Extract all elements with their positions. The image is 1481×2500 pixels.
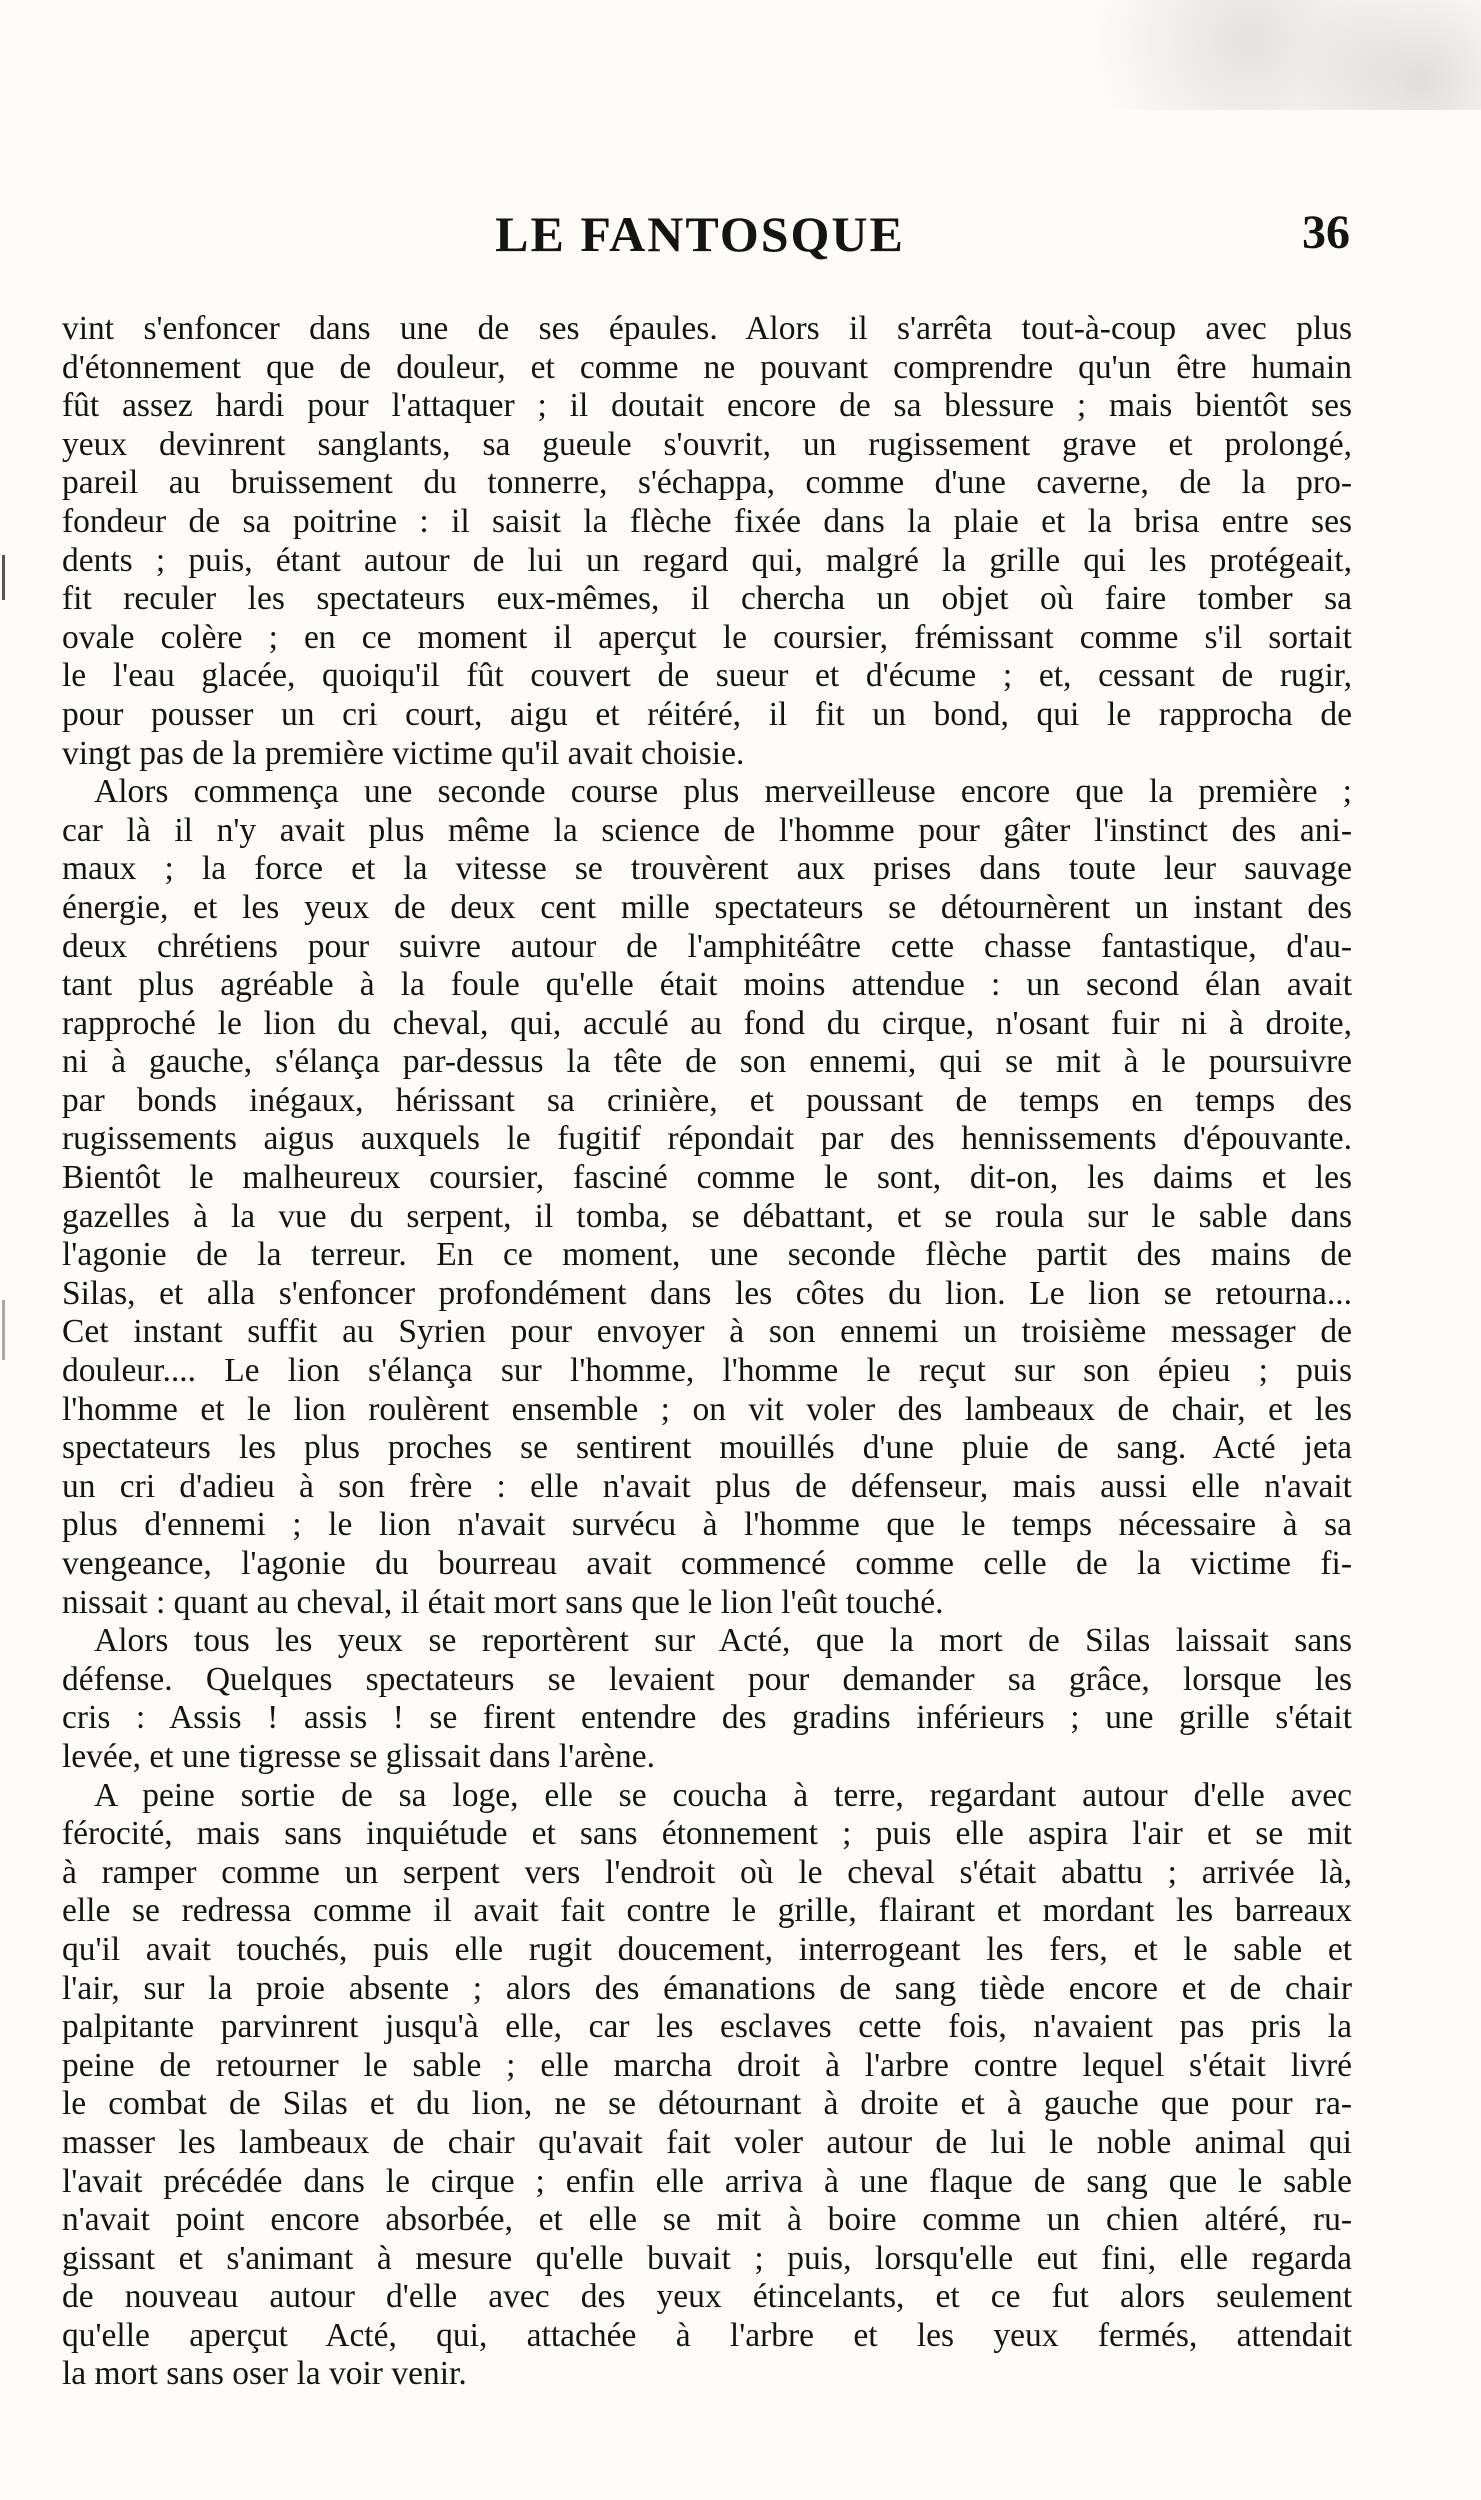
text-line: vint s'enfoncer dans une de ses épaules. Alors il s'arrêta tout-à-coup avec plus: [62, 310, 1352, 347]
text-line: ovale colère ; en ce moment il aperçut le coursier, frémissant comme s'il sortait: [62, 618, 1352, 656]
text-line: peine de retourner le sable ; elle marcha droit à l'arbre contre lequel s'était livré: [62, 2046, 1352, 2084]
text-line: gazelles à la vue du serpent, il tomba, se débattant, et se roula sur le sable dans: [62, 1197, 1352, 1235]
text-line: palpitante parvinrent jusqu'à elle, car les esclaves cette fois, n'avaient pas pris la: [62, 2008, 1352, 2046]
left-margin-mark-lower: [2, 1300, 5, 1360]
text-line: qu'il avait touchés, puis elle rugit doucement, interrogeant les fers, et le sable et: [62, 1930, 1352, 1968]
body-text: [62, 310, 1352, 2394]
text-line: deux chrétiens pour suivre autour de l'amphitéâtre cette chasse fantastique, d'au-: [62, 927, 1352, 965]
text-line: plus d'ennemi ; le lion n'avait survécu à l'homme que le temps nécessaire à sa: [62, 1506, 1352, 1544]
text-line: pareil au bruissement du tonnerre, s'échappa, comme d'une caverne, de la pro-: [62, 464, 1352, 502]
text-line: fit reculer les spectateurs eux-mêmes, il chercha un objet où faire tomber sa: [62, 580, 1352, 618]
text-line: qu'elle aperçut Acté, qui, attachée à l'arbre et les yeux fermés, attendait: [62, 2316, 1352, 2354]
text-line: fondeur de sa poitrine : il saisit la flèche fixée dans la plaie et la brisa entre ses: [62, 502, 1352, 540]
text-line: gissant et s'animant à mesure qu'elle buvait ; puis, lorsqu'elle eut fini, elle regarda: [62, 2239, 1352, 2277]
text-line: l'agonie de la terreur. En ce moment, une seconde flèche partit des mains de: [62, 1236, 1352, 1274]
text-line: n'avait point encore absorbée, et elle se mit à boire comme un chien altéré, ru-: [62, 2201, 1352, 2239]
text-line: car là il n'y avait plus même la science de l'homme pour gâter l'instinct des ani-: [62, 811, 1352, 849]
text-line: levée, et une tigresse se glissait dans l'arène.: [62, 1737, 656, 1775]
text-line: de nouveau autour d'elle avec des yeux étincelants, et ce fut alors seulement: [62, 2278, 1352, 2316]
paragraph-start-line: Alors tous les yeux se reportèrent sur Acté, que la mort de Silas laissait sans: [94, 1622, 1352, 1660]
text-line: maux ; la force et la vitesse se trouvèrent aux prises dans toute leur sauvage: [62, 850, 1352, 888]
text-line: le l'eau glacée, quoiqu'il fût couvert de sueur et d'écume ; et, cessant de rugir,: [62, 657, 1352, 695]
text-line: Silas, et alla s'enfoncer profondément dans les côtes du lion. Le lion se retourna...: [62, 1274, 1352, 1312]
page-header: [0, 205, 1481, 275]
text-line: par bonds inégaux, hérissant sa crinière, et poussant de temps en temps des: [62, 1081, 1352, 1119]
text-line: tant plus agréable à la foule qu'elle était moins attendue : un second élan avait: [62, 966, 1352, 1004]
text-line: l'homme et le lion roulèrent ensemble ; on vit voler des lambeaux de chair, et les: [62, 1390, 1352, 1428]
text-line: le combat de Silas et du lion, ne se détournant à droite et à gauche que pour ra-: [62, 2085, 1352, 2123]
text-line: un cri d'adieu à son frère : elle n'avait plus de défenseur, mais aussi elle n'avait: [62, 1467, 1352, 1505]
text-line: l'air, sur la proie absente ; alors des émanations de sang tiède encore et de chair: [62, 1969, 1352, 2007]
scan-noise-top: [0, 0, 1481, 110]
paragraph-start-line: Alors commença une seconde course plus merveilleuse encore que la première ;: [94, 773, 1352, 811]
text-line: yeux devinrent sanglants, sa gueule s'ouvrit, un rugissement grave et prolongé,: [62, 425, 1352, 463]
text-line: spectateurs les plus proches se sentirent mouillés d'une pluie de sang. Acté jeta: [62, 1429, 1352, 1467]
text-line: rapproché le lion du cheval, qui, acculé au fond du cirque, n'osant fuir ni à droite,: [62, 1004, 1352, 1042]
text-line: cris : Assis ! assis ! se firent entendre des gradins inférieurs ; une grille s'était: [62, 1699, 1352, 1737]
text-line: énergie, et les yeux de deux cent mille spectateurs se détournèrent un instant des: [62, 888, 1352, 926]
text-line: défense. Quelques spectateurs se levaient pour demander sa grâce, lorsque les: [62, 1660, 1352, 1698]
paragraph-start-line: A peine sortie de sa loge, elle se coucha à terre, regardant autour d'elle avec: [94, 1776, 1352, 1814]
text-line: douleur.... Le lion s'élança sur l'homme, l'homme le reçut sur son épieu ; puis: [62, 1352, 1352, 1390]
text-line: Bientôt le malheureux coursier, fasciné comme le sont, dit-on, les daims et les: [62, 1159, 1352, 1197]
text-line: vengeance, l'agonie du bourreau avait commencé comme celle de la victime fi-: [62, 1545, 1352, 1582]
running-title: LE FANTOSQUE: [495, 206, 905, 262]
text-line: pour pousser un cri court, aigu et réitéré, il fit un bond, qui le rapprocha de: [62, 695, 1352, 733]
text-line: l'avait précédée dans le cirque ; enfin elle arriva à une flaque de sang que le sable: [62, 2162, 1352, 2200]
text-line: nissait : quant au cheval, il était mort sans que le lion l'eût touché.: [62, 1583, 944, 1621]
text-line: fût assez hardi pour l'attaquer ; il doutait encore de sa blessure ; mais bientôt ses: [62, 387, 1352, 425]
page-number: 36: [1302, 206, 1350, 259]
text-line: férocité, mais sans inquiétude et sans étonnement ; puis elle aspira l'air et se mit: [62, 1815, 1352, 1853]
text-line: Cet instant suffit au Syrien pour envoyer à son ennemi un troisième messager de: [62, 1313, 1352, 1351]
left-margin-mark: [2, 555, 5, 600]
text-line: à ramper comme un serpent vers l'endroit où le cheval s'était abattu ; arrivée là,: [62, 1853, 1352, 1891]
text-line: elle se redressa comme il avait fait contre le grille, flairant et mordant les barreaux: [62, 1892, 1352, 1930]
text-line: ni à gauche, s'élança par-dessus la tête de son ennemi, qui se mit à le poursuivre: [62, 1043, 1352, 1081]
text-line: vingt pas de la première victime qu'il avait choisie.: [62, 734, 745, 772]
text-line: masser les lambeaux de chair qu'avait fait voler autour de lui le noble animal qui: [62, 2123, 1352, 2161]
text-line: dents ; puis, étant autour de lui un regard qui, malgré la grille qui les protégeait,: [62, 541, 1352, 579]
text-line: la mort sans oser la voir venir.: [62, 2355, 467, 2393]
text-line: rugissements aigus auxquels le fugitif répondait par des hennissements d'épouvante.: [62, 1120, 1352, 1158]
text-line: d'étonnement que de douleur, et comme ne pouvant comprendre qu'un être humain: [62, 348, 1352, 386]
